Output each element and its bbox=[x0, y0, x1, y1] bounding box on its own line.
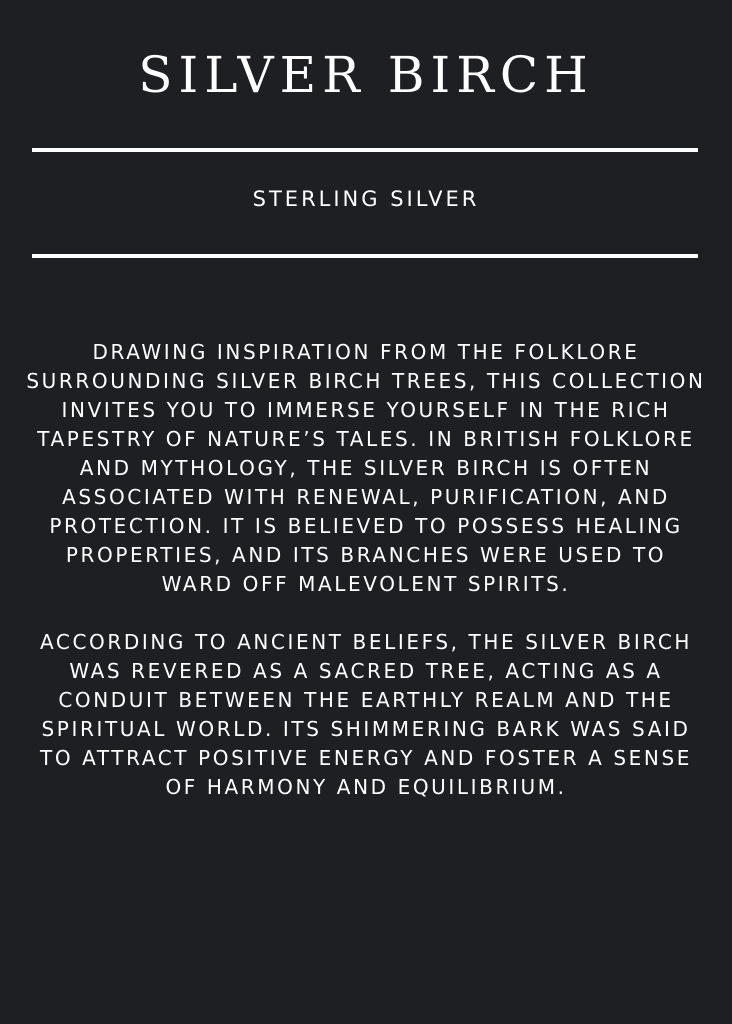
body-text bbox=[26, 338, 706, 802]
paragraph-beliefs: ACCORDING TO ANCIENT BELIEFS, THE SILVER BIRCH WAS REVERED AS A SACRED TREE, ACTING AS A CONDUIT BETWEEN THE EARTHLY REALM AND THE SPIRITUAL WORLD. ITS SHIMMERING BARK WAS SAID TO ATTRACT POSITIVE ENERGY AND FOSTER A SENSE OF HARMONY AND EQUILIBRIUM. bbox=[39, 630, 693, 799]
bottom-divider bbox=[32, 254, 698, 258]
top-divider bbox=[32, 148, 698, 152]
document-subtitle: STERLING SILVER bbox=[252, 187, 480, 211]
paragraph-folklore: DRAWING INSPIRATION FROM THE FOLKLORE SURROUNDING SILVER BIRCH TREES, THIS COLLECTION INVITES YOU TO IMMERSE YOURSELF IN THE RICH TAPESTRY OF NATURE’S TALES. IN BRITISH FOLKLORE AND MYTHOLOGY, THE SILVER BIRCH IS OFTEN ASSOCIATED WITH RENEWAL, PURIFICATION, AND PROTECTION. IT IS BELIEVED TO POSSESS HEALING PROPERTIES, AND ITS BRANCHES WERE USED TO WARD OFF MALEVOLENT SPIRITS. bbox=[26, 340, 706, 596]
document-title: SILVER BIRCH bbox=[138, 46, 594, 104]
